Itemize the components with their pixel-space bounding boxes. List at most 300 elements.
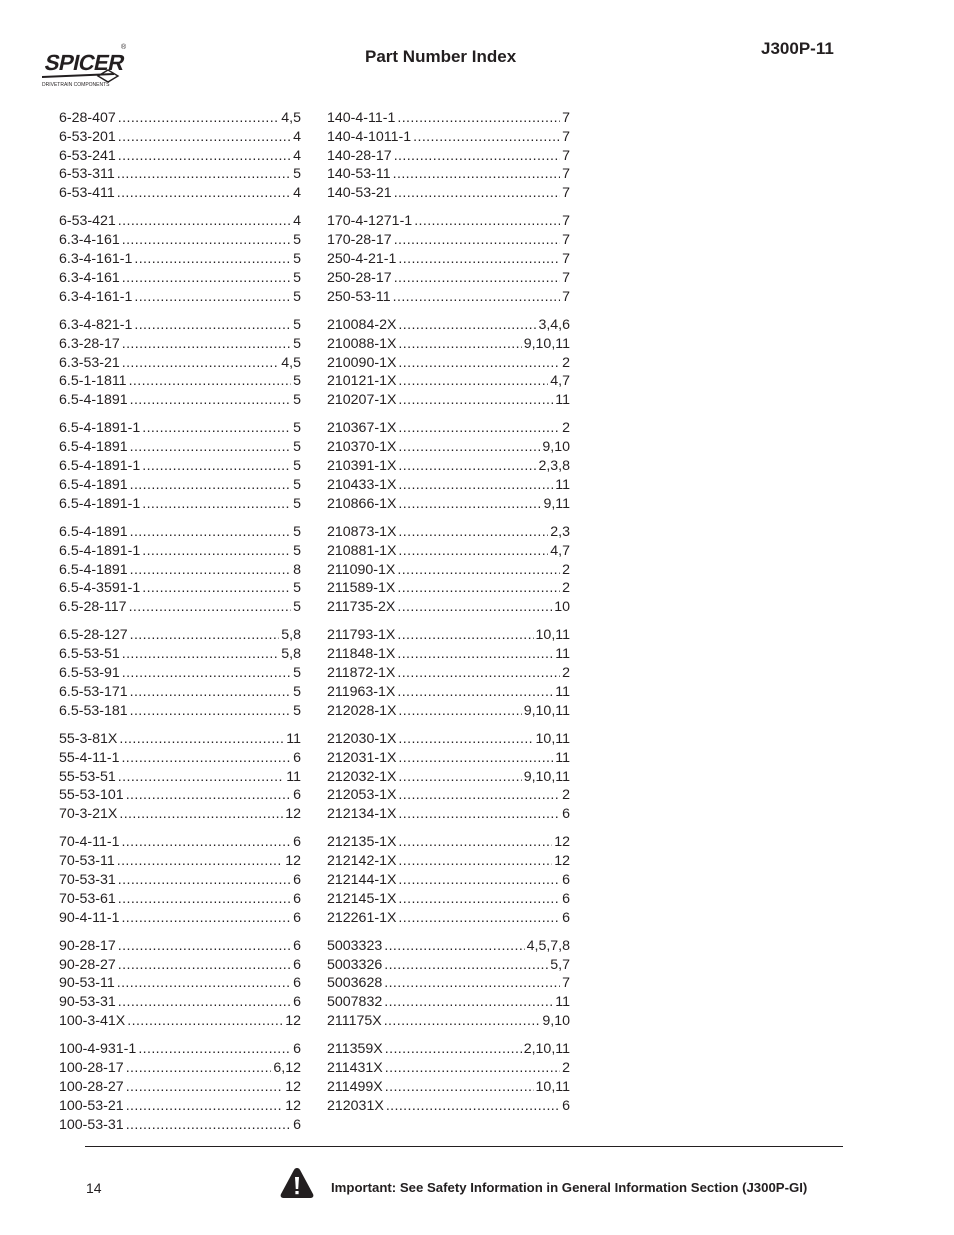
part-number: 6.3-4-161-1 [59,288,133,305]
dot-leader [138,1040,291,1059]
part-number: 170-28-17 [327,232,392,249]
index-entry [327,956,570,975]
part-number: 6.5-4-1891 [59,561,128,578]
index-entry [327,664,570,683]
dot-leader [118,871,291,890]
page-reference: 5,8 [281,646,301,663]
dot-leader [126,1116,291,1135]
index-entry [327,1012,570,1031]
page-reference: 5 [293,542,301,559]
page-reference: 6 [293,1116,301,1133]
page-reference: 12 [285,1097,301,1114]
index-entry [59,579,301,598]
index-entry [327,495,570,514]
part-number: 6.5-4-1891 [59,523,128,540]
part-number: 6.5-4-1891 [59,439,128,456]
logo-subtext: DRIVETRAIN COMPONENTS [42,82,110,88]
index-entry [327,702,570,721]
index-entry [327,147,570,166]
index-entry [327,523,570,542]
part-number: 212028-1X [327,702,397,719]
page-reference: 7 [562,213,570,230]
page-reference: 6 [562,806,570,823]
dot-leader [398,890,560,909]
page-title: Part Number Index [365,47,517,66]
page-reference: 4 [293,213,301,230]
part-number: 140-4-11-1 [327,110,396,126]
part-number: 212145-1X [327,890,397,907]
dot-leader [121,909,291,928]
part-number: 100-53-21 [59,1097,124,1114]
page-reference: 11 [555,646,570,663]
page-reference: 6 [293,956,301,973]
dot-leader [126,786,291,805]
spicer-logo [38,40,134,90]
dot-leader [122,231,291,250]
page-reference: 5 [293,166,301,183]
index-group [327,316,570,410]
index-group [327,937,570,1031]
page-reference: 7 [562,110,570,126]
index-entry [327,250,570,269]
index-entry [59,419,301,438]
index-entry [59,438,301,457]
part-number: 212135-1X [327,834,397,851]
part-number: 212144-1X [327,871,397,888]
page-reference: 6 [562,890,570,907]
dot-leader [117,974,291,993]
part-number: 140-28-17 [327,147,392,164]
part-number: 6.3-4-161 [59,269,120,286]
part-number: 212030-1X [327,730,397,747]
dot-leader [384,937,524,956]
index-entry [59,495,301,514]
index-entry [327,974,570,993]
part-number: 250-4-21-1 [327,251,397,268]
dot-leader [129,598,292,617]
page-reference: 11 [555,476,570,493]
dot-leader [118,212,291,231]
index-entry [59,730,301,749]
dot-leader [130,561,291,580]
dot-leader [397,664,560,683]
index-entry [59,645,301,664]
part-number: 210433-1X [327,476,397,493]
index-entry [327,419,570,438]
index-entry [59,749,301,768]
dot-leader [393,288,560,307]
index-entry [327,542,570,561]
dot-leader [119,730,284,749]
dot-leader [134,316,291,335]
dot-leader [398,316,536,335]
dot-leader [134,250,291,269]
part-number: 211735-2X [327,599,396,616]
index-group [327,730,570,824]
dot-leader [118,956,291,975]
page-reference: 7 [562,232,570,249]
part-number: 210370-1X [327,439,397,456]
index-entry [327,579,570,598]
dot-leader [126,1059,272,1078]
part-number: 55-53-51 [59,768,116,785]
part-number: 6.5-4-1891-1 [59,495,141,512]
part-number: 6-53-241 [59,147,116,164]
index-group [327,626,570,720]
index-entry [327,128,570,147]
part-number: 6-28-407 [59,110,116,126]
dot-leader [398,457,536,476]
part-number: 6.3-4-161-1 [59,251,133,268]
part-number: 6.5-4-1891 [59,476,128,493]
dot-leader [397,645,553,664]
footer-divider [85,1146,843,1147]
page-reference: 9,10,11 [523,768,570,785]
dot-leader [119,805,283,824]
page-reference: 7 [562,251,570,268]
part-number: 212053-1X [327,787,397,804]
dot-leader [134,288,291,307]
dot-leader [398,335,521,354]
index-entry [327,184,570,203]
page-reference: 4,7 [550,542,570,559]
dot-leader [398,438,540,457]
index-entry [327,1097,570,1116]
part-number: 6-53-421 [59,213,116,230]
dot-leader [121,833,291,852]
part-number: 212134-1X [327,806,397,823]
dot-leader [398,730,533,749]
dot-leader [398,391,553,410]
page-reference: 7 [562,975,570,992]
page-reference: 4,7 [550,373,570,390]
dot-leader [142,419,291,438]
page-reference: 12 [554,853,570,870]
part-number: 6.5-4-3591-1 [59,580,141,597]
part-number: 100-4-931-1 [59,1041,137,1058]
part-number: 211431X [327,1060,383,1077]
page-reference: 2,3 [550,523,570,540]
index-column-left [59,109,301,1144]
dot-leader [393,165,560,184]
index-entry [327,165,570,184]
dot-leader [130,702,291,721]
part-number: 211848-1X [327,646,396,663]
index-group [59,626,301,720]
part-number: 6-53-201 [59,128,116,145]
page-reference: 10,11 [535,1078,570,1095]
index-entry [59,391,301,410]
part-number: 70-3-21X [59,806,118,823]
index-entry [59,165,301,184]
page-reference: 6 [293,834,301,851]
page-reference: 6 [293,749,301,766]
page-reference: 5 [293,316,301,333]
index-entry [327,786,570,805]
page-reference: 7 [562,166,570,183]
part-number: 90-28-27 [59,956,116,973]
index-entry [59,683,301,702]
page-reference: 9,11 [543,495,570,512]
index-entry [327,890,570,909]
part-number: 250-53-11 [327,288,391,305]
part-number: 6-53-411 [59,185,115,202]
warning-icon [279,1166,315,1200]
part-number: 90-53-11 [59,975,115,992]
dot-leader [397,626,533,645]
index-entry [327,805,570,824]
dot-leader [118,128,291,147]
dot-leader [397,561,560,580]
index-entry [59,269,301,288]
part-number: 6.5-4-1891 [59,392,128,409]
page-reference: 5 [293,439,301,456]
index-entry [59,871,301,890]
part-number: 6.5-4-1891-1 [59,542,141,559]
index-entry [327,626,570,645]
page-reference: 6 [293,937,301,954]
dot-leader [384,1012,541,1031]
part-number: 210088-1X [327,335,397,352]
index-entry [59,147,301,166]
dot-leader [142,579,291,598]
page-reference: 11 [555,683,570,700]
dot-leader [386,1097,560,1116]
part-number: 211872-1X [327,665,396,682]
page-reference: 5 [293,580,301,597]
part-number: 90-28-17 [59,937,116,954]
dot-leader [130,438,291,457]
index-entry [59,909,301,928]
index-entry [327,561,570,580]
index-entry [59,956,301,975]
page-reference: 7 [562,185,570,202]
index-column-right [327,109,570,1125]
index-entry [327,852,570,871]
dot-leader [398,871,560,890]
dot-leader [385,1040,522,1059]
page-reference: 9,10 [542,439,570,456]
part-number: 6.5-53-51 [59,646,120,663]
page-reference: 5 [293,599,301,616]
page-reference: 6 [293,890,301,907]
part-number: 6.5-28-127 [59,627,128,644]
page-reference: 9,10 [542,1013,570,1030]
dot-leader [117,852,283,871]
index-entry [327,476,570,495]
dot-leader [130,391,291,410]
part-number: 6.3-4-161 [59,232,120,249]
index-entry [59,974,301,993]
index-entry [59,561,301,580]
index-entry [59,626,301,645]
page-reference: 12 [285,853,301,870]
dot-leader [397,598,552,617]
part-number: 5003326 [327,956,383,973]
page-reference: 12 [554,834,570,851]
part-number: 6-53-311 [59,166,115,183]
index-entry [59,702,301,721]
page-reference: 2 [562,354,570,371]
dot-leader [122,335,291,354]
dot-leader [117,165,291,184]
part-number: 212032-1X [327,768,397,785]
index-group [327,833,570,927]
index-entry [59,1078,301,1097]
index-entry [327,598,570,617]
index-entry [59,184,301,203]
dot-leader [398,372,548,391]
part-number: 6.5-28-117 [59,599,127,616]
index-entry [327,833,570,852]
svg-text:®: ® [121,44,127,51]
dot-leader [394,269,560,288]
index-entry [59,457,301,476]
page-reference: 5 [293,251,301,268]
page-reference: 6 [293,909,301,926]
dot-leader [398,786,560,805]
index-entry [59,1040,301,1059]
safety-notice: Important: See Safety Information in General Information Section (J300P-GI) [331,1180,808,1195]
page-reference: 9,10,11 [523,702,570,719]
dot-leader [384,956,548,975]
page-reference: 5 [293,373,301,390]
index-entry [327,316,570,335]
index-group [59,833,301,927]
page-reference: 6 [293,1041,301,1058]
dot-leader [414,212,560,231]
part-number: 140-4-1011-1 [327,128,412,145]
index-entry [59,852,301,871]
part-number: 211963-1X [327,683,396,700]
dot-leader [118,993,291,1012]
part-number: 5003628 [327,975,383,992]
part-number: 100-28-17 [59,1060,124,1077]
index-group [327,419,570,513]
index-entry [59,1097,301,1116]
part-number: 210207-1X [327,392,397,409]
part-number: 210084-2X [327,316,397,333]
dot-leader [118,109,279,128]
page-reference: 5 [293,392,301,409]
dot-leader [130,476,291,495]
index-entry [327,730,570,749]
part-number: 140-53-21 [327,185,392,202]
part-number: 210367-1X [327,420,397,437]
page-reference: 7 [562,128,570,145]
index-entry [59,1059,301,1078]
index-entry [327,372,570,391]
index-entry [327,937,570,956]
page-reference: 6,12 [273,1060,301,1077]
page-reference: 2 [562,561,570,578]
part-number: 210866-1X [327,495,397,512]
index-group [59,316,301,410]
index-group [59,523,301,617]
part-number: 211175X [327,1013,382,1030]
part-number: 70-53-11 [59,853,115,870]
index-group [59,212,301,306]
index-entry [59,231,301,250]
dot-leader [397,683,553,702]
dot-leader [398,495,541,514]
index-entry [59,542,301,561]
index-entry [327,335,570,354]
index-entry [327,457,570,476]
part-number: 6.5-1-1811 [59,373,127,390]
page-reference: 5 [293,232,301,249]
page-reference: 6 [293,975,301,992]
page-reference: 5 [293,476,301,493]
part-number: 211090-1X [327,561,396,578]
part-number: 70-53-31 [59,871,116,888]
index-entry [59,128,301,147]
index-entry [327,749,570,768]
page-reference: 8 [293,561,301,578]
page-reference: 12 [285,1013,301,1030]
index-entry [59,937,301,956]
index-entry [327,269,570,288]
index-entry [59,1012,301,1031]
part-number: 6.3-28-17 [59,335,120,352]
page-reference: 11 [286,730,301,747]
index-entry [327,1078,570,1097]
dot-leader [397,579,560,598]
index-entry [327,438,570,457]
part-number: 210391-1X [327,458,397,475]
index-entry [59,523,301,542]
page-reference: 4 [293,185,301,202]
part-number: 90-53-31 [59,994,116,1011]
index-entry [59,288,301,307]
index-group [59,109,301,203]
index-entry [59,212,301,231]
dot-leader [122,269,291,288]
index-entry [59,109,301,128]
part-number: 210873-1X [327,523,397,540]
index-entry [327,231,570,250]
index-entry [59,833,301,852]
part-number: 211499X [327,1078,383,1095]
page-reference: 10 [554,599,570,616]
page-reference: 5 [293,269,301,286]
part-number: 5003323 [327,937,383,954]
index-entry [59,768,301,787]
logo-wordmark: SPICER [42,50,127,75]
index-entry [327,288,570,307]
dot-leader [398,805,560,824]
part-number: 170-4-1271-1 [327,213,413,230]
index-entry [59,335,301,354]
index-entry [59,316,301,335]
dot-leader [398,250,560,269]
page-reference: 5 [293,458,301,475]
dot-leader [126,1097,284,1116]
dot-leader [398,702,521,721]
page-reference: 2,10,11 [523,1041,570,1058]
part-number: 6.5-53-181 [59,702,128,719]
part-number: 210090-1X [327,354,397,371]
dot-leader [142,542,291,561]
dot-leader [121,749,291,768]
page-reference: 5 [293,420,301,437]
dot-leader [118,147,291,166]
page-number: 14 [86,1180,102,1196]
part-number: 212261-1X [327,909,397,926]
index-entry [327,768,570,787]
index-group [327,212,570,306]
page-reference: 2 [562,665,570,682]
